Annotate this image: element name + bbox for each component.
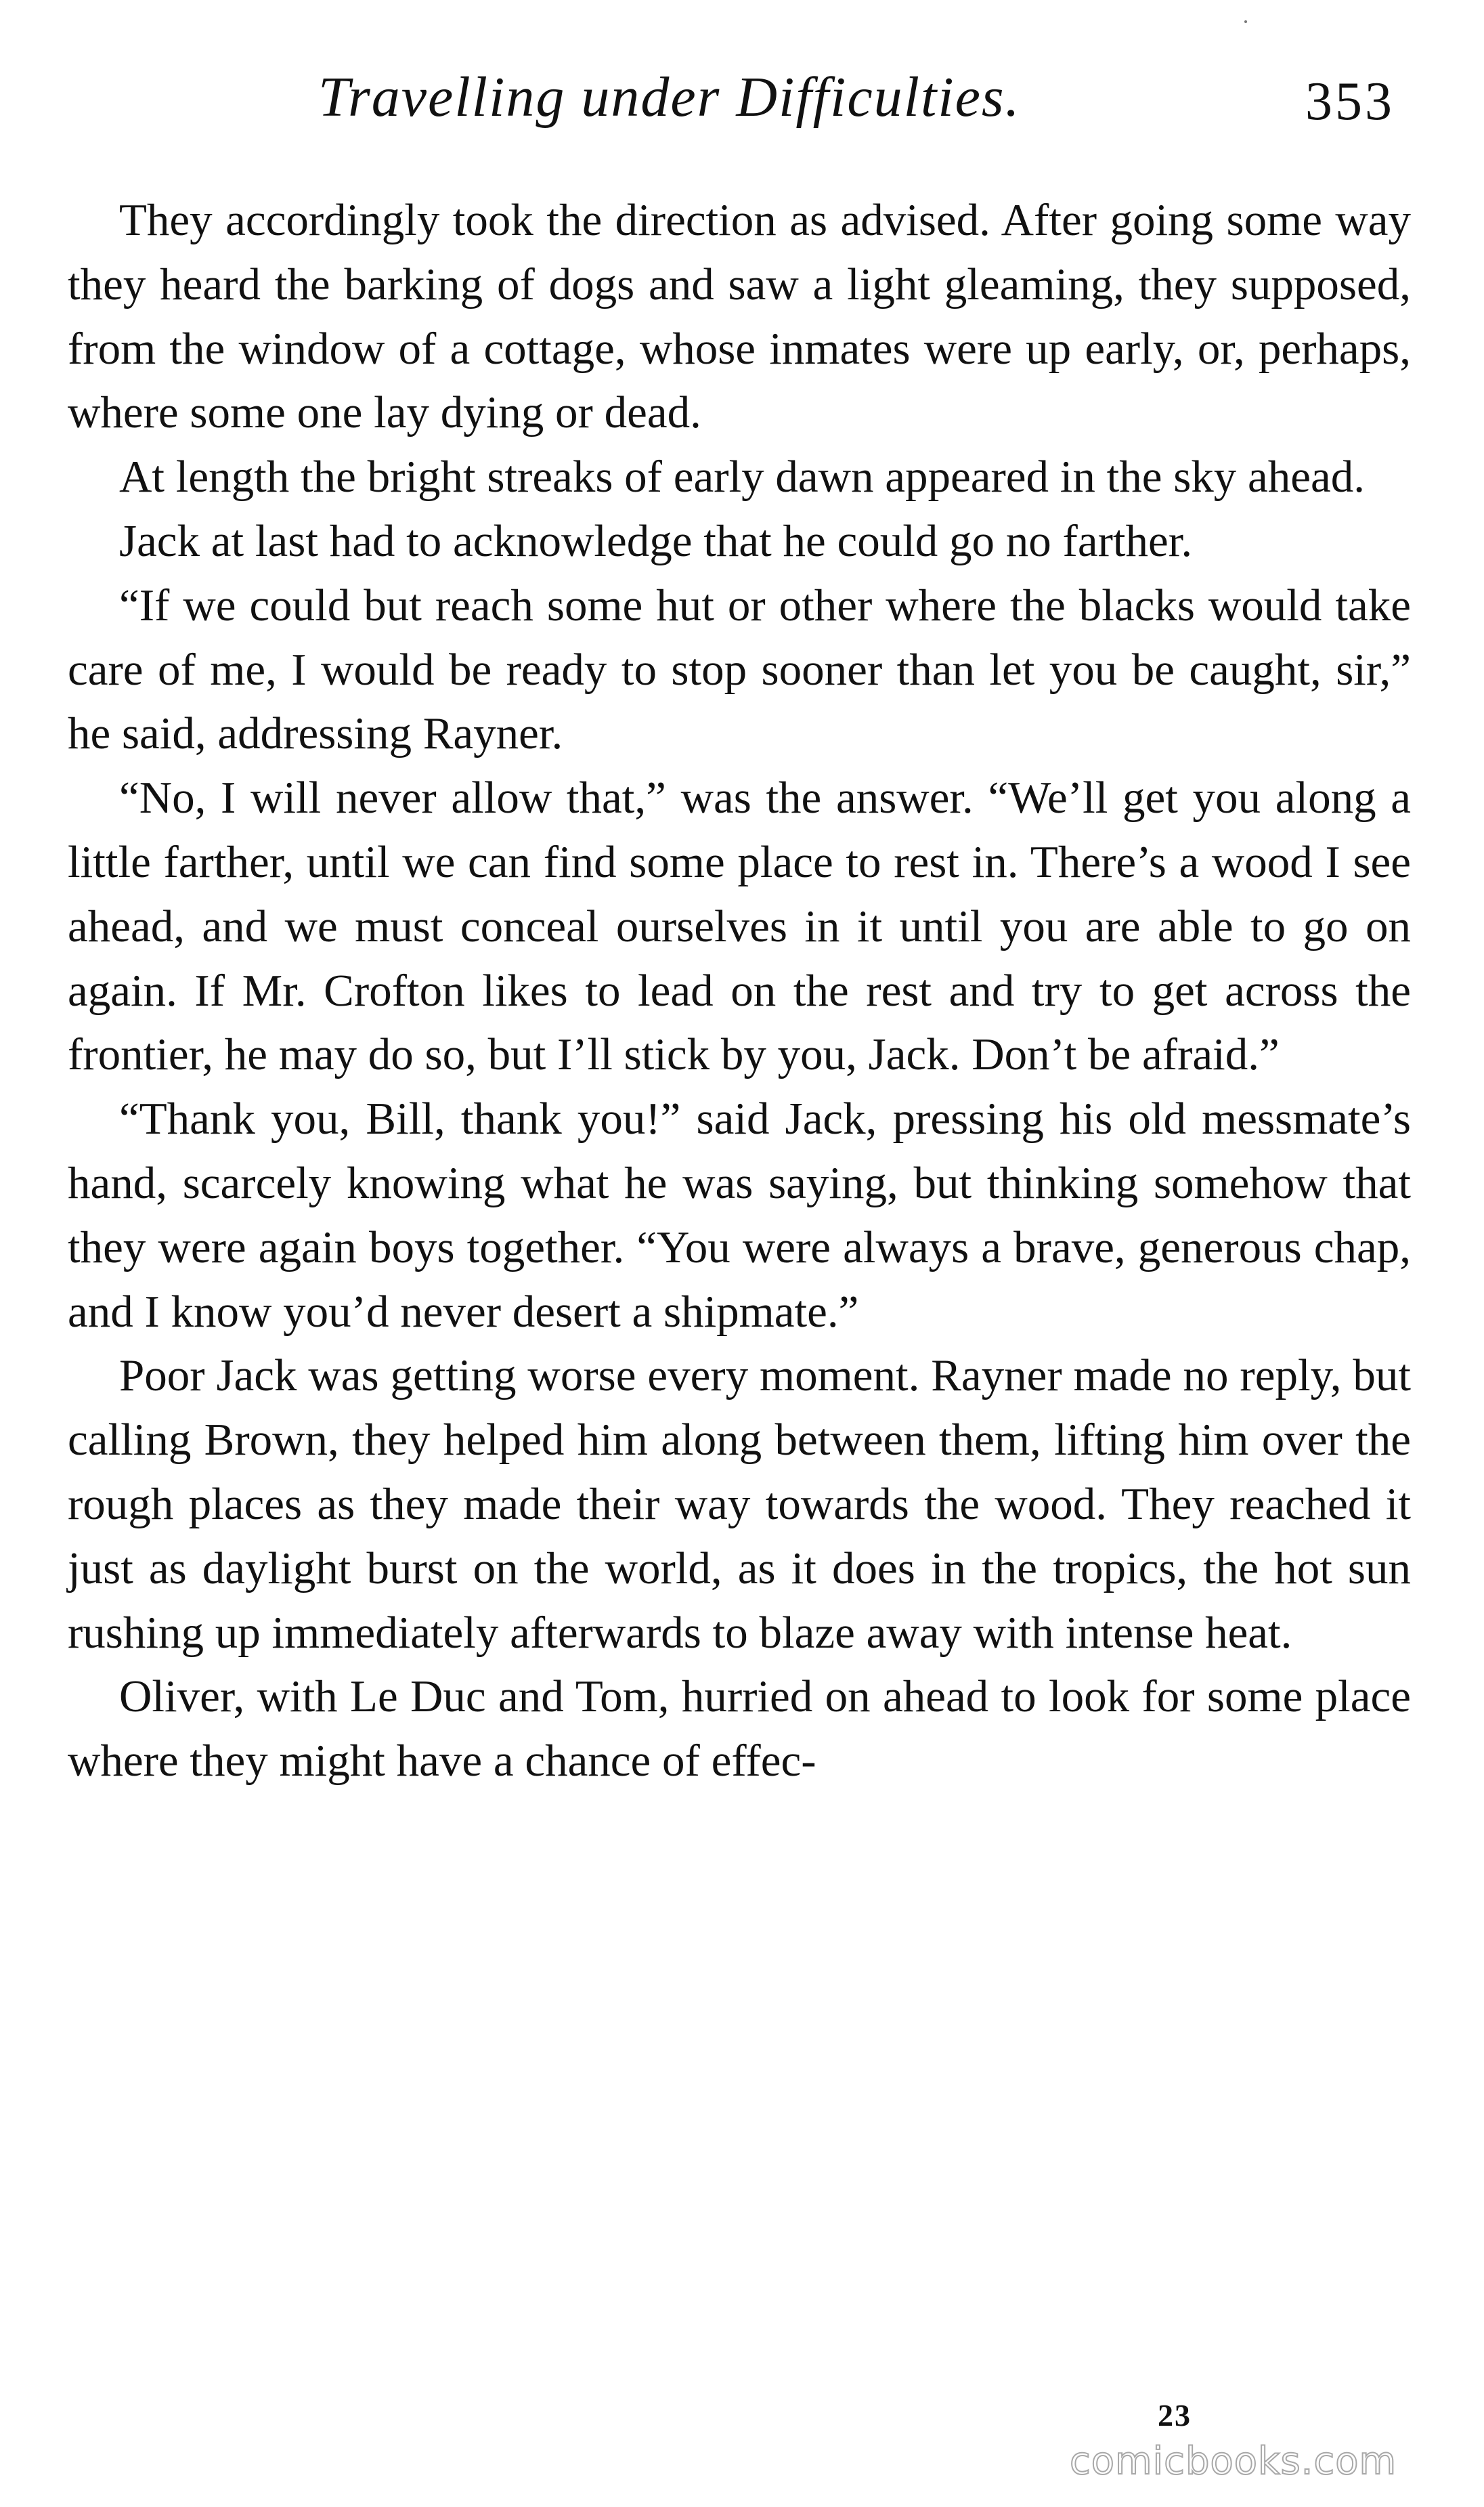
page-body: [68, 188, 1411, 1793]
watermark: comicbooks.com: [1070, 2439, 1397, 2483]
signature-mark: 23: [1158, 2398, 1192, 2433]
paragraph: “No, I will never allow that,” was the answer. “We’ll get you along a little farther, until we can find some place to rest in. There’s a wood I see ahead, and we must conceal ourselves in it until you are able to go on again. If Mr. Crofton likes to lead on the rest and try to get across the frontier, he may do so, but I’ll stick by you, Jack. Don’t be afraid.”: [68, 773, 1411, 1080]
paragraph: “If we could but reach some hut or other where the blacks would take care of me, I would be ready to stop sooner than let you be caught, sir,” he said, addressing Rayner.: [68, 580, 1411, 759]
paragraph: “Thank you, Bill, thank you!” said Jack, pressing his old messmate’s hand, scarcely knowing what he was saying, but thinking somehow that they were again boys together. “You were always a brave, generous chap, and I know you’d never desert a shipmate.”: [68, 1094, 1411, 1337]
scan-speck: [1244, 20, 1247, 23]
running-title: Travelling under Difficulties.: [318, 66, 1021, 129]
paragraph: Jack at last had to acknowledge that he could go no farther.: [119, 515, 1193, 566]
paragraph: At length the bright streaks of early dawn appeared in the sky ahead.: [119, 452, 1366, 502]
page-number: 353: [1305, 72, 1395, 131]
paragraph: Oliver, with Le Duc and Tom, hurried on ahead to look for some place where they might have a chance of effec-: [68, 1671, 1411, 1786]
paragraph: Poor Jack was getting worse every moment. Rayner made no reply, but calling Brown, they helped him along between them, lifting him over the rough places as they made their way towards the wood. They reached it just as daylight burst on the world, as it does in the tropics, the hot sun rushing up immediately afterwards to blaze away with intense heat.: [68, 1350, 1411, 1658]
paragraph: They accordingly took the direction as advised. After going some way they heard the barking of dogs and saw a light gleaming, they supposed, from the window of a cottage, whose inmates were up early, or, perhaps, where some one lay dying or dead.: [68, 195, 1411, 438]
page-header: [0, 64, 1484, 146]
